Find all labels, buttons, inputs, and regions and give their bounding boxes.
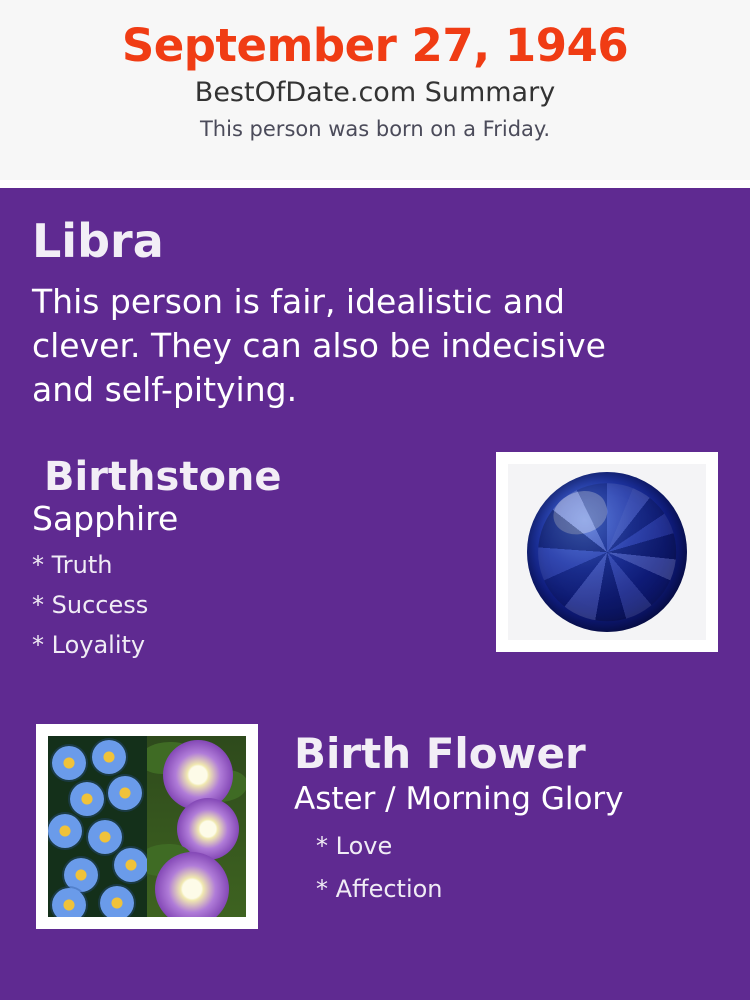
content-body: [0, 188, 750, 1000]
aster-photo: [48, 736, 147, 917]
birthflower-image: [36, 724, 258, 929]
birthstone-trait: * Loyality: [32, 631, 146, 660]
birthflower-traits: [284, 833, 718, 902]
birthstone-name: Sapphire: [32, 498, 179, 538]
birthstone-title: Birthstone: [44, 453, 282, 500]
birthstone-trait: * Truth: [32, 550, 113, 579]
birthstone-text: [32, 453, 462, 660]
site-summary-label: BestOfDate.com Summary: [194, 77, 556, 109]
birthflower-name: Aster / Morning Glory: [294, 780, 624, 817]
birthflower-text: [284, 724, 718, 903]
flower-collage: [48, 736, 246, 917]
birthstone-section: [32, 453, 718, 686]
gem-icon: [508, 464, 706, 640]
zodiac-name: Libra: [32, 214, 164, 268]
zodiac-description: This person is fair, idealistic and clever. They can also be indecisive and self-pitying.: [32, 282, 606, 409]
birthstone-image: [496, 452, 718, 652]
morning-glory-photo: [147, 736, 246, 917]
birthflower-trait: * Love: [316, 832, 393, 861]
birthflower-section: [32, 724, 718, 944]
birthflower-trait: * Affection: [316, 874, 443, 903]
page-title: September 27, 1946: [121, 19, 629, 72]
header: [0, 0, 750, 180]
zodiac-section: [32, 214, 718, 412]
header-divider: [0, 180, 750, 188]
birthstone-trait: * Success: [32, 590, 149, 619]
born-day-text: This person was born on a Friday.: [199, 116, 551, 141]
birthflower-title: Birth Flower: [294, 728, 586, 778]
